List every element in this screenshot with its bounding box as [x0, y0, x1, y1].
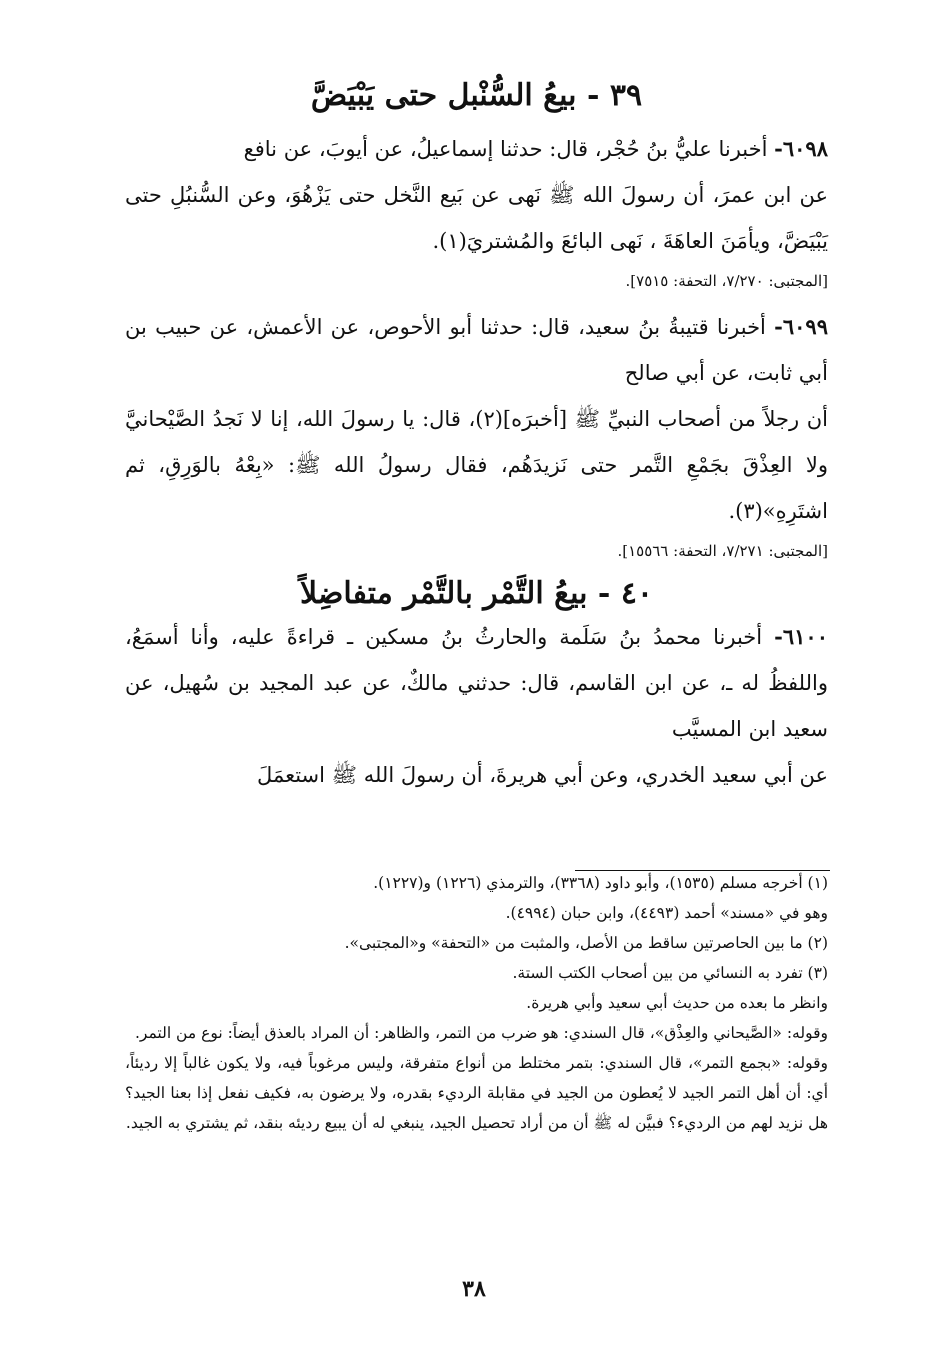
footnote-3: (٣) تفرد به النسائي من بين أصحاب الكتب الستة. [512, 964, 828, 982]
hadith-6098-matn: عن ابن عمرَ، أن رسولَ الله ﷺ نَهى عن بَيع النَّخل حتى يَزْهُوَ، وعن السُّنبُلِ حتى يَبْيَضَّ، ويأمَنَ العاهَةَ ، نَهى البائعَ والمُشتريَ(١). [125, 183, 828, 253]
footnote-3-note-a: وقوله: «الصَّيحاني والعِذْق»، قال السندي: هو ضرب من التمر، والظاهر: أن المراد بالعذق أيضاً: نوع من التمر. [134, 1024, 828, 1042]
chapter-heading-39: ٣٩ - بيعُ السُّنْبل حتى يَبْيَضَّ [310, 78, 643, 113]
footnote-divider [575, 870, 830, 871]
footnote-3-note-b: وقوله: «بجمع التمر»، قال السندي: بتمر مختلط من أنواع متفرقة، وليس مرغوباً فيه، ولا يكون غالباً إلا رديئاً، أي: أن أهل التمر الجيد لا يُعطون من الجيد في مقابلة الرديء بقدره، ولا يرضون به، فكيف نفعل إذا بعنا الجيد؟ هل نزيد لهم من الرديء؟ فبيَّن له ﷺ أن من أراد تحصيل الجيد، ينبغي له أن يبيع رديئه بنقد، ثم يشتري به الجيد. [125, 1054, 828, 1132]
isnad-text: أخبرنا عليُّ بنُ حُجْر، قال: حدثنا إسماعيلُ، عن أيوبَ، عن نافع [243, 137, 768, 161]
footnote-2: (٢) ما بين الحاصرتين ساقط من الأصل، والمثبت من «التحفة» و«المجتبى». [344, 934, 828, 952]
hadith-6100-isnad [125, 614, 828, 752]
footnote-list [125, 862, 828, 1138]
hadith-6098-isnad [125, 126, 828, 172]
page-number: ٣٨ [462, 1276, 486, 1302]
chapter-heading-40: ٤٠ - بيعُ التَّمْر بالتَّمْر متفاضِلاً [299, 576, 654, 611]
footnote-3-cont: وانظر ما بعده من حديث أبي سعيد وأبي هريرة. [526, 994, 828, 1012]
hadith-6098-reference: [المجتبى: ٧/٢٧٠، التحفة: ٧٥١٥]. [625, 272, 828, 290]
hadith-number: ٦١٠٠- [774, 624, 828, 649]
isnad-text: أخبرنا قتيبةُ بنُ سعيد، قال: حدثنا أبو الأحوص، عن الأعمش، عن حبيب بن أبي ثابت، عن أبي صالح [125, 315, 828, 385]
hadith-6099-isnad [125, 304, 828, 396]
hadith-6099-matn: أن رجلاً من أصحاب النبيِّ ﷺ [أخبرَه](٢)، قال: يا رسولَ الله، إنا لا نَجدُ الصَّيْحانيَّ ولا العِذْقَ بجَمْعِ التَّمر حتى نَزيدَهُم، فقال رسولُ الله ﷺ: «بِعْهُ بالوَرِقِ، ثم اشتَرِهِ»(٣). [125, 407, 828, 523]
hadith-6100-matn: عن أبي سعيد الخدري، وعن أبي هريرةَ، أن رسولَ الله ﷺ استعمَلَ [257, 763, 828, 787]
hadith-number: ٦٠٩٩- [774, 314, 828, 339]
footnotes-area [125, 862, 828, 1138]
hadith-6099-reference: [المجتبى: ٧/٢٧١، التحفة: ١٥٥٦٦]. [617, 542, 828, 560]
hadith-number: ٦٠٩٨- [774, 136, 828, 161]
footnote-1: (١) أخرجه مسلم (١٥٣٥)، وأبو داود (٣٣٦٨)، والترمذي (١٢٢٦) و(١٢٢٧). [373, 874, 828, 892]
isnad-text: أخبرنا محمدُ بنُ سَلَمة والحارثُ بنُ مسكين ـ قراءةً عليه، وأنا أسمَعُ، واللفظُ له ـ، عن ابن القاسم، قال: حدثني مالكٌ، عن عبد المجيد بن سُهيل، عن سعيد ابن المسيَّب [125, 625, 828, 741]
footnote-1-cont: وهو في «مسند» أحمد (٤٤٩٣)، وابن حبان (٤٩٩٤). [505, 904, 828, 922]
